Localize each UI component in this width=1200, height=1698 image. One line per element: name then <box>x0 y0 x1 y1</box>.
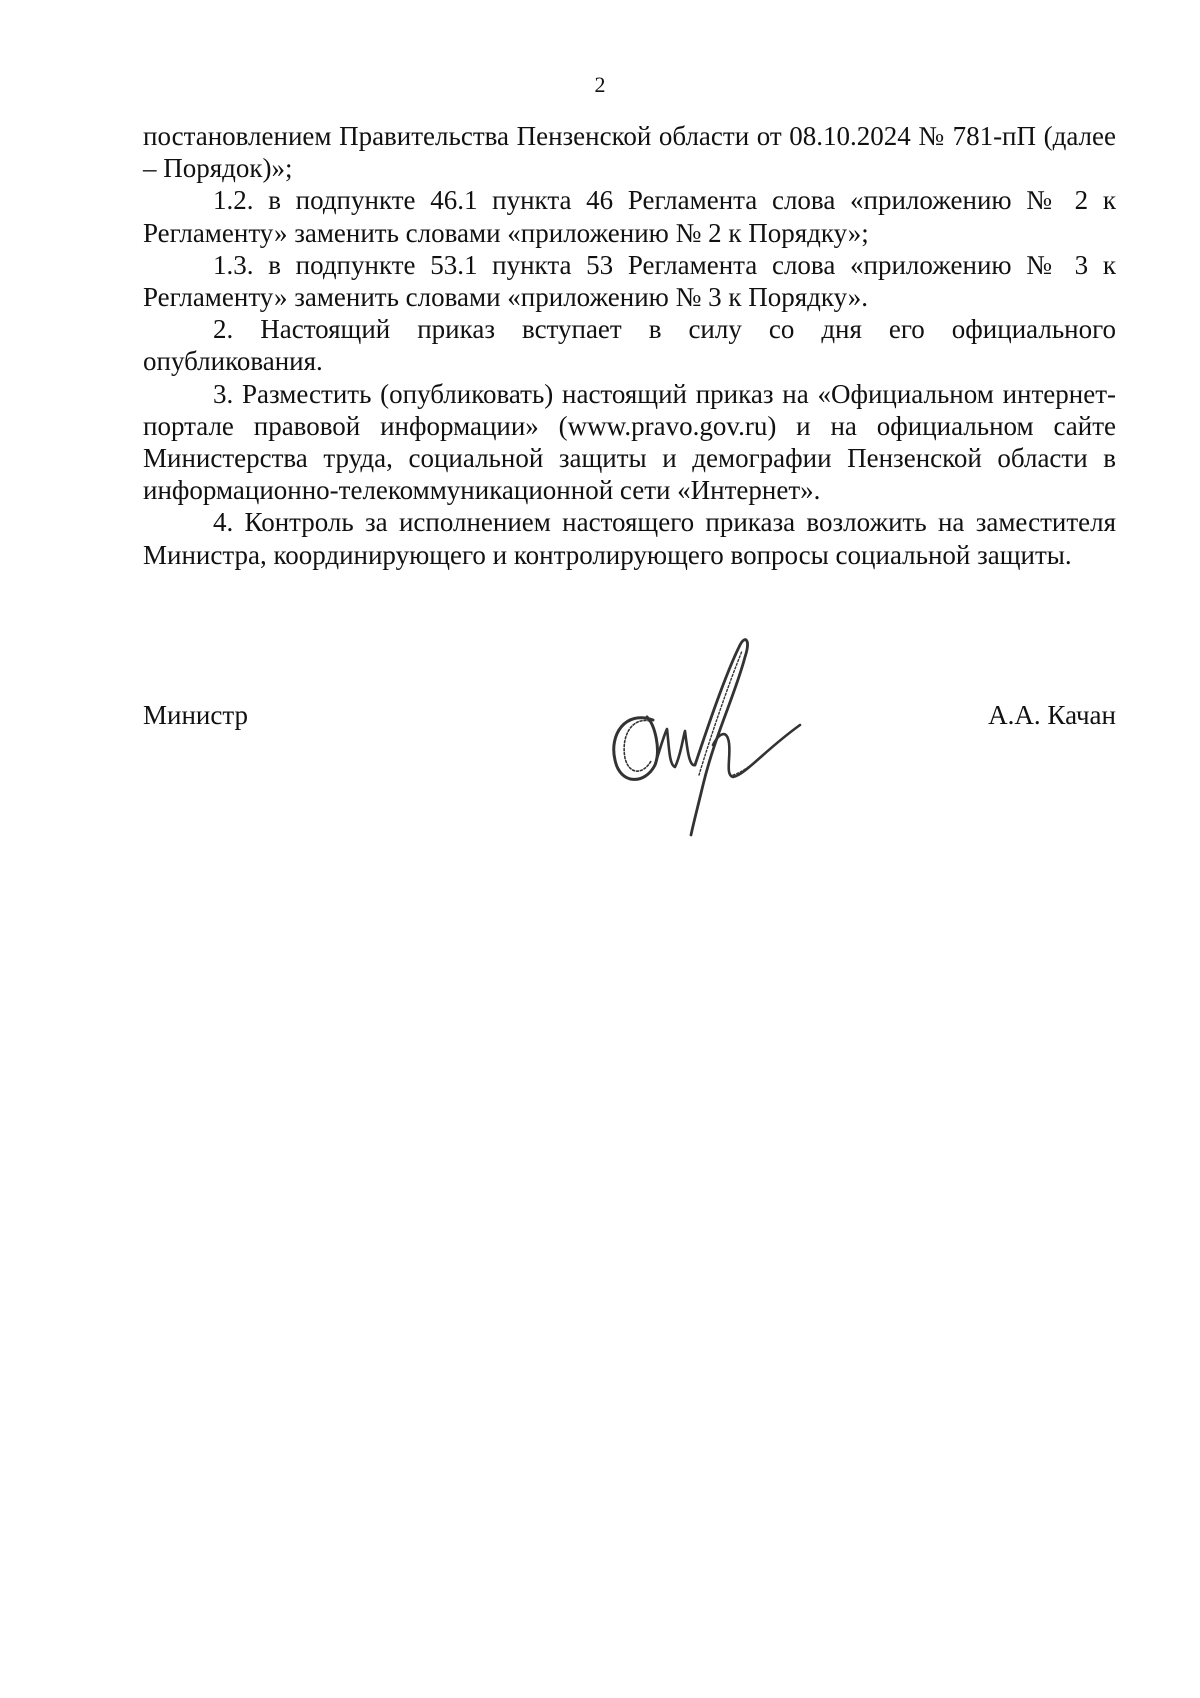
paragraph-1-2: 1.2. в подпункте 46.1 пункта 46 Регламента слова «приложению № 2 к Регламенту» заменить словами «приложению № 2 к Порядку»; <box>143 185 1116 248</box>
handwritten-signature-icon <box>595 625 810 845</box>
paragraph-4: 4. Контроль за исполнением настоящего приказа возложить на заместителя Министра, координирующего и контролирующего вопросы социальной защиты. <box>143 507 1116 570</box>
signatory-title: Министр <box>143 700 248 730</box>
paragraph-1-3: 1.3. в подпункте 53.1 пункта 53 Регламента слова «приложению № 3 к Регламенту» заменить словами «приложению № 3 к Порядку». <box>143 249 1116 313</box>
paragraph-2: 2. Настоящий приказ вступает в силу со дня его официального опубликования. <box>143 314 1116 377</box>
page-number: 2 <box>594 72 606 97</box>
paragraph-continuation: постановлением Правительства Пензенской области от 08.10.2024 № 781-пП (далее – Порядок)»; <box>143 121 1116 184</box>
paragraph-3: 3. Разместить (опубликовать) настоящий приказ на «Официальном интернет-портале правовой информации» (www.pravo.gov.ru) и на официальном сайте Министерства труда, социальной защиты и демографии Пензенской области в информационно-телекоммуникационной сети «Интернет». <box>143 378 1116 506</box>
signatory-name: А.А. Качан <box>988 700 1116 730</box>
document-body <box>143 120 1116 571</box>
